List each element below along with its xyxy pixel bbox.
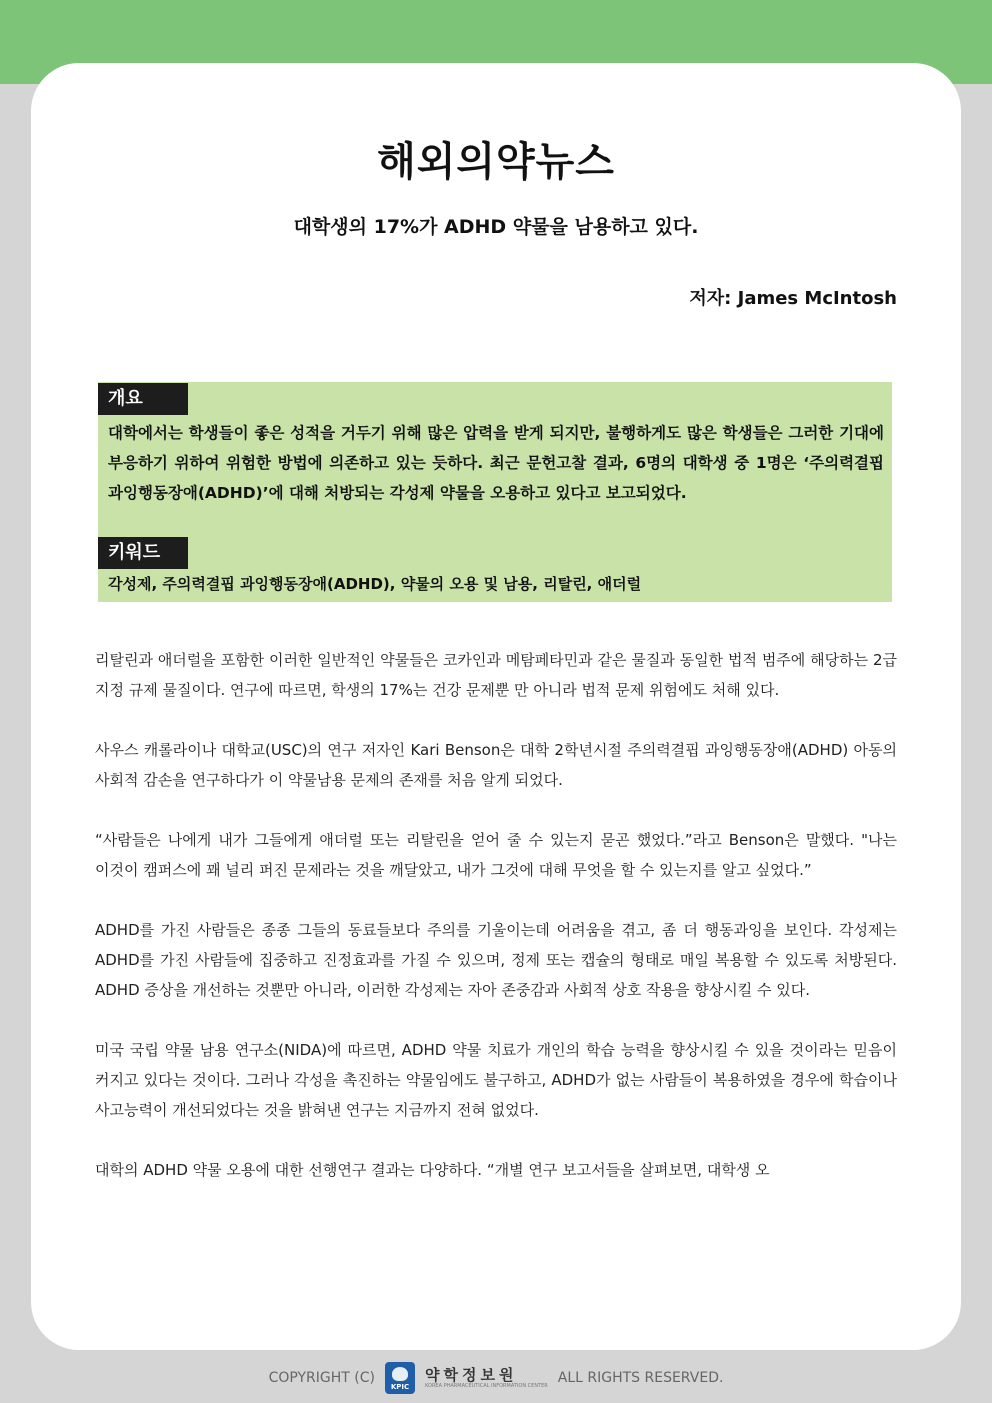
keyword-label: 키워드 bbox=[98, 537, 188, 569]
page-title: 해외의약뉴스 bbox=[377, 139, 615, 185]
body-paragraph: 미국 국립 약물 남용 연구소(NIDA)에 따르면, ADHD 약물 치료가 개인의 학습 능력을 향상시킬 수 있을 것이라는 믿음이 커지고 있다는 것이다. 그러나 각성을 촉진하는 약물임에도 불구하고, ADHD가 없는 사람들이 복용하였을 경우에 학습이나 사고능력이 개선되었다는 것을 밝혀낸 연구는 지금까지 전혀 없었다. bbox=[95, 1041, 897, 1119]
page-footer bbox=[0, 1360, 992, 1396]
organization-logo bbox=[425, 1367, 548, 1389]
summary-box bbox=[98, 382, 892, 602]
body-paragraph: “사람들은 나에게 내가 그들에게 애더럴 또는 리탈린을 얻어 줄 수 있는지 묻곤 했었다.”라고 Benson은 말했다. "나는 이것이 캠퍼스에 꽤 널리 퍼진 문제라는 것을 깨달았고, 내가 그것에 대해 무엇을 할 수 있는지를 알고 싶었다.” bbox=[95, 831, 897, 879]
body-paragraph: ADHD를 가진 사람들은 종종 그들의 동료들보다 주의를 기울이는데 어려움을 겪고, 좀 더 행동과잉을 보인다. 각성제는 ADHD를 가진 사람들에 집중하고 진정효과를 가질 수 있으며, 정제 또는 캡슐의 형태로 매일 복용할 수 있도록 처방된다. ADHD 증상을 개선하는 것뿐만 아니라, 이러한 각성제는 자아 존중감과 사회적 상호 작용을 향상시킬 수 있다. bbox=[95, 921, 897, 999]
article-author: 저자: James McIntosh bbox=[689, 288, 897, 309]
overview-label: 개요 bbox=[98, 383, 188, 415]
overview-text: 대학에서는 학생들이 좋은 성적을 거두기 위해 많은 압력을 받게 되지만, 불행하게도 많은 학생들은 그러한 기대에 부응하기 위하여 위험한 방법에 의존하고 있는 듯하다. 최근 문헌고찰 결과, 6명의 대학생 중 1명은 ‘주의력결핍 과잉행동장애(ADHD)’에 대해 처방되는 각성제 약물을 오용하고 있다고 보고되었다. bbox=[108, 424, 884, 502]
kpic-logo-icon bbox=[385, 1362, 415, 1394]
organization-english-name: KOREA PHARMACEUTICAL INFORMATION CENTER bbox=[425, 1382, 548, 1389]
keyword-text: 각성제, 주의력결핍 과잉행동장애(ADHD), 약물의 오용 및 남용, 리탈린, 애더럴 bbox=[108, 575, 642, 593]
article-headline: 대학생의 17%가 ADHD 약물을 남용하고 있다. bbox=[293, 216, 699, 238]
body-paragraph: 리탈린과 애더럴을 포함한 이러한 일반적인 약물들은 코카인과 메탐페타민과 같은 물질과 동일한 법적 범주에 해당하는 2급 지정 규제 물질이다. 연구에 따르면, 학생의 17%는 건강 문제뿐 만 아니라 법적 문제 위험에도 처해 있다. bbox=[95, 651, 897, 699]
body-paragraph: 사우스 캐롤라이나 대학교(USC)의 연구 저자인 Kari Benson은 대학 2학년시절 주의력결핍 과잉행동장애(ADHD) 아동의 사회적 감손을 연구하다가 이 약물남용 문제의 존재를 처음 알게 되었다. bbox=[95, 741, 897, 789]
body-paragraph: 대학의 ADHD 약물 오용에 대한 선행연구 결과는 다양하다. “개별 연구 보고서들을 살펴보면, 대학생 오 bbox=[95, 1161, 770, 1179]
article-body bbox=[95, 645, 897, 1215]
logo-emblem-text: KPIC bbox=[390, 1383, 410, 1391]
organization-name: 약학정보원 bbox=[425, 1366, 518, 1384]
copyright-text: COPYRIGHT (C) bbox=[268, 1370, 375, 1386]
rights-text: ALL RIGHTS RESERVED. bbox=[557, 1370, 724, 1386]
